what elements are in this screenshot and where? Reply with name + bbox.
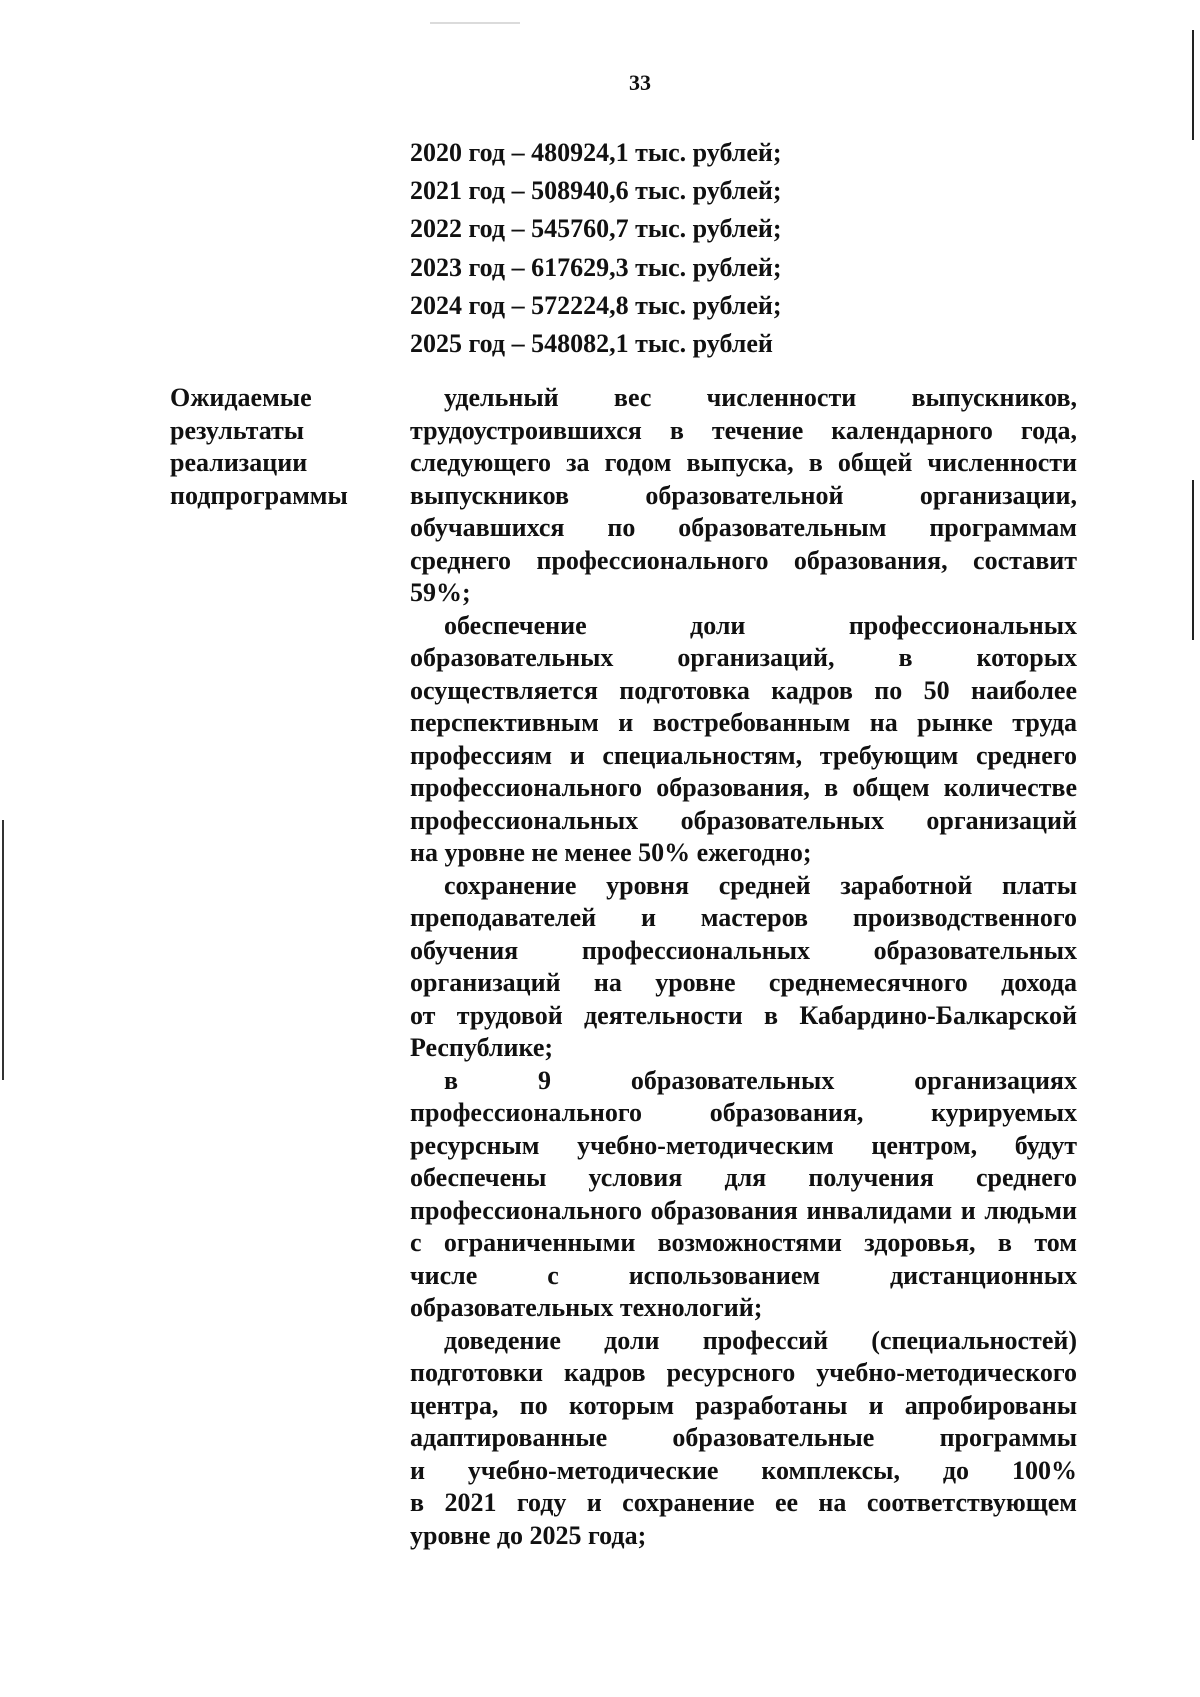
- text-line: от трудовой деятельности в Кабардино-Балкарской: [410, 1000, 1077, 1030]
- section-label-line: подпрограммы: [170, 480, 348, 510]
- text-line: Республике;: [410, 1033, 554, 1062]
- text-line: среднего профессионального образования, составит: [410, 545, 1077, 575]
- text-line: следующего за годом выпуска, в общей численности: [410, 448, 1077, 477]
- text-line: доведение доли профессий (специальностей): [444, 1325, 1077, 1355]
- text-line: числе с использованием дистанционных: [410, 1260, 1077, 1290]
- budget-line: 2025 год – 548082,1 тыс. рублей: [410, 328, 773, 358]
- text-line: обеспечены условия для получения среднего: [410, 1163, 1077, 1192]
- text-line: адаптированные образовательные программы: [410, 1423, 1077, 1452]
- scan-artifact-right-edge: [1192, 480, 1194, 640]
- result-paragraph-adapted-programs: [410, 1325, 1077, 1553]
- page-number: 33: [629, 70, 651, 95]
- text-line: 59%;: [410, 578, 471, 607]
- text-line: подготовки кадров ресурсного учебно-методического: [410, 1358, 1077, 1387]
- text-line: на уровне не менее 50% ежегодно;: [410, 838, 812, 867]
- text-line: профессионального образования, курируемых: [410, 1098, 1077, 1127]
- text-line: выпускников образовательной организации,: [410, 480, 1077, 510]
- budget-line: 2024 год – 572224,8 тыс. рублей;: [410, 290, 782, 320]
- section-label: [170, 382, 380, 512]
- text-line: организаций на уровне среднемесячного дохода: [410, 968, 1077, 997]
- text-line: перспективным и востребованным на рынке труда: [410, 708, 1077, 737]
- result-paragraph-graduates-employment: [410, 382, 1077, 610]
- budget-list: [410, 134, 1090, 363]
- text-line: в 2021 году и сохранение ее на соответствующем: [410, 1488, 1077, 1517]
- scan-artifact-right-edge: [1192, 30, 1194, 140]
- text-line: профессиональных образовательных организаций: [410, 805, 1077, 835]
- section-label-line: Ожидаемые: [170, 383, 312, 412]
- text-line: образовательных технологий;: [410, 1293, 763, 1322]
- text-line: профессионального образования инвалидами и людьми: [410, 1195, 1077, 1225]
- scan-artifact-left-edge: [2, 820, 4, 1080]
- text-line: уровне до 2025 года;: [410, 1520, 647, 1550]
- result-paragraph-teacher-salary: [410, 870, 1077, 1065]
- budget-line: 2023 год – 617629,3 тыс. рублей;: [410, 252, 782, 282]
- text-line: трудоустроившихся в течение календарного года,: [410, 415, 1077, 445]
- budget-line: 2021 год – 508940,6 тыс. рублей;: [410, 176, 782, 206]
- text-line: образовательных организаций, в которых: [410, 643, 1077, 672]
- text-line: центра, по которым разработаны и апробированы: [410, 1390, 1077, 1420]
- text-line: обучавшихся по образовательным программам: [410, 513, 1077, 542]
- section-label-line: реализации: [170, 448, 308, 477]
- text-line: осуществляется подготовка кадров по 50 наиболее: [410, 675, 1077, 705]
- text-line: в 9 образовательных организациях: [444, 1065, 1077, 1095]
- text-line: обеспечение доли профессиональных: [444, 610, 1077, 640]
- section-label-line: результаты: [170, 415, 305, 445]
- expected-results: [410, 382, 1077, 1552]
- text-line: ресурсным учебно-методическим центром, будут: [410, 1130, 1077, 1160]
- budget-line: 2022 год – 545760,7 тыс. рублей;: [410, 214, 782, 244]
- scan-artifact-top: [430, 22, 520, 24]
- text-line: обучения профессиональных образовательных: [410, 935, 1077, 965]
- text-line: профессиям и специальностям, требующим среднего: [410, 740, 1077, 770]
- text-line: преподавателей и мастеров производственного: [410, 903, 1077, 932]
- text-line: и учебно-методические комплексы, до 100%: [410, 1455, 1077, 1485]
- text-line: удельный вес численности выпускников,: [444, 383, 1077, 412]
- text-line: сохранение уровня средней заработной платы: [444, 870, 1077, 900]
- result-paragraph-top50-professions: [410, 610, 1077, 870]
- text-line: профессионального образования, в общем количестве: [410, 773, 1077, 802]
- result-paragraph-inclusive-education: [410, 1065, 1077, 1325]
- budget-line: 2020 год – 480924,1 тыс. рублей;: [410, 138, 782, 167]
- text-line: с ограниченными возможностями здоровья, в том: [410, 1228, 1077, 1257]
